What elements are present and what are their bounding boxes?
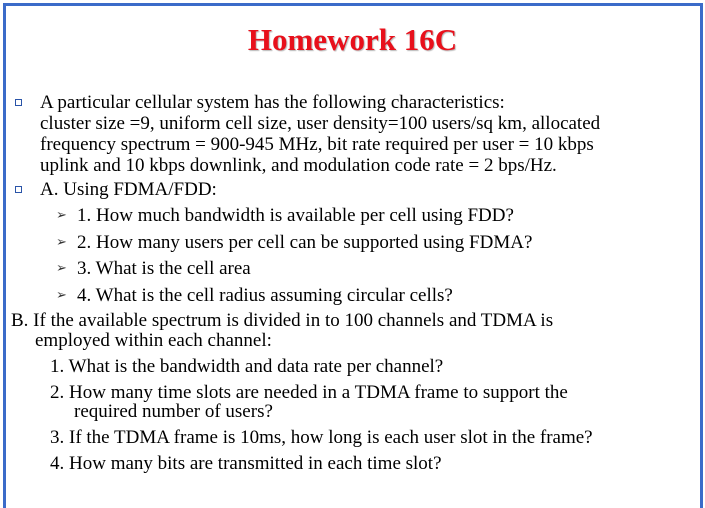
intro-line-3: frequency spectrum = 900-945 MHz, bit rate required per user = 10 kbps [40, 134, 594, 155]
intro-line-2: cluster size =9, uniform cell size, user density=100 users/sq km, allocated [40, 113, 601, 134]
part-b-question-3: 3. If the TDMA frame is 10ms, how long is each user slot in the frame? [50, 427, 593, 448]
square-bullet-icon [15, 186, 22, 193]
chevron-right-icon: ➢ [56, 235, 67, 250]
square-bullet-icon [15, 99, 22, 106]
part-a-question-4: 4. What is the cell radius assuming circular cells? [77, 285, 453, 306]
chevron-right-icon: ➢ [56, 208, 67, 223]
part-b-question-1: 1. What is the bandwidth and data rate per channel? [50, 356, 444, 377]
part-b-question-2-cont: required number of users? [74, 401, 273, 422]
intro-line-4: uplink and 10 kbps downlink, and modulation code rate = 2 bps/Hz. [40, 155, 557, 176]
part-a-question-2: 2. How many users per cell can be supported using FDMA? [77, 232, 533, 253]
part-a-heading: A. Using FDMA/FDD: [40, 179, 217, 200]
part-a-question-1: 1. How much bandwidth is available per cell using FDD? [77, 205, 514, 226]
intro-line-1: A particular cellular system has the following characteristics: [40, 92, 505, 113]
slide-title: Homework 16C [247, 22, 458, 57]
part-b-question-2: 2. How many time slots are needed in a TDMA frame to support the [50, 382, 568, 403]
part-a-question-3: 3. What is the cell area [77, 258, 251, 279]
part-b-heading-line-2: employed within each channel: [35, 330, 272, 351]
part-b-question-4: 4. How many bits are transmitted in each time slot? [50, 453, 442, 474]
part-b-heading-line-1: B. If the available spectrum is divided in to 100 channels and TDMA is [11, 310, 554, 331]
chevron-right-icon: ➢ [56, 288, 67, 303]
chevron-right-icon: ➢ [56, 261, 67, 276]
